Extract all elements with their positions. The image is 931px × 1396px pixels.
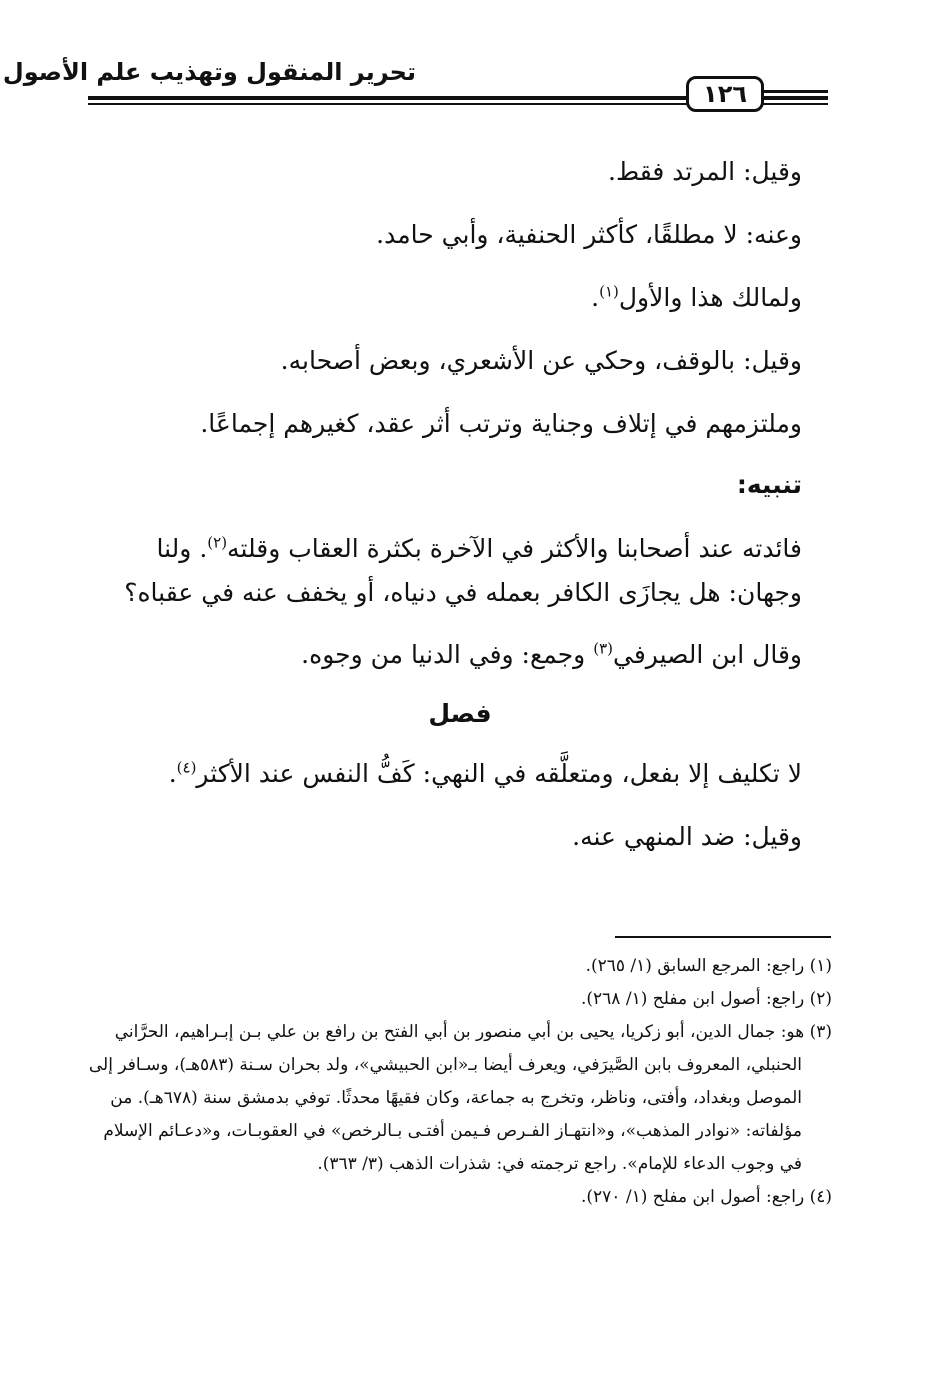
text-line-last: وقيل: ضد المنهي عنه. [572, 822, 802, 851]
heading-tanbih: تنبيه: [736, 470, 802, 499]
text-line-5: وملتزمهم في إتلاف وجناية وترتب أثر عقد، كغيرهم إجماعًا. [200, 409, 802, 438]
footnotes [88, 950, 832, 1214]
footnote-3: (٣) هو: جمال الدين، أبو زكريا، يحيى بن أبي منصور بن أبي الفتح بن رافع بن علي بـن إبـراهيم، الحرَّاني الحنبلي، المعروف بابن الصَّيرَفي، ويعرف أيضا بـ«ابن الحبيشي»، ولد بحران سـنة (٥٨٣هـ)، وسـافر إلى الموصل وبغداد، وأفتى، وناظر، وتخرج به جماعة، وكان فقيهًا محدثًا. توفي بدمشق سنة (٦٧٨هـ). من مؤلفاته: «نوادر المذهب»، و«انتهـاز الفـرص فـيمن أفتـى بـالرخص» في العقوبـات، و«دعـائم الإسلام في وجوب الدعاء للإمام». راجع ترجمته في: شذرات الذهب (٣/ ٣٦٣). [88, 1022, 832, 1174]
running-title: تحرير المنقول وتهذيب علم الأصول [2, 58, 416, 86]
footnote-2: (٢) راجع: أصول ابن مفلح (١/ ٢٦٨). [580, 989, 832, 1009]
text-line-3: ولمالك هذا والأول$^{(١)}$. [591, 282, 802, 312]
footnote-ref-2[interactable]: (٢) [207, 533, 228, 552]
text-line-3-body: ولمالك هذا والأول [618, 283, 802, 312]
text-line-sayrafi [90, 623, 830, 686]
text-line-sayrafi-a: وقال ابن الصيرفي [612, 640, 802, 669]
text-line-sayrafi-b: وجمع: وفي الدنيا من وجوه. [301, 640, 594, 669]
text-line-taklif-body: لا تكليف إلا بفعل، ومتعلَّقه في النهي: كَفُّ النفس عند الأكثر [196, 759, 802, 788]
page-number: ١٢٦ [686, 76, 764, 112]
heading-fasl: فصل [428, 699, 492, 728]
header-rule-short [764, 90, 828, 93]
paragraph-tanbih [90, 527, 830, 615]
text-line-1: وقيل: المرتد فقط. [608, 157, 802, 186]
page-header [2, 52, 828, 116]
footnote-ref-1[interactable]: (١) [599, 282, 619, 301]
footnote-1: (١) راجع: المرجع السابق (١/ ٢٦٥). [585, 956, 832, 976]
footnote-ref-3[interactable]: (٣) [593, 639, 613, 658]
paragraph-tanbih-part-a: فائدته عند أصحابنا والأكثر في الآخرة بكثرة العقاب وقلته [227, 534, 802, 563]
text-line-taklif: لا تكليف إلا بفعل، ومتعلَّقه في النهي: كَفُّ النفس عند الأكثر$^{(٤)}$. [168, 758, 802, 788]
paragraph-tanbih-part-b: . ولنا وجهان: هل يجازَى الكافر بعمله في دنياه، أو يخفف عنه في عقباه؟ [124, 534, 802, 607]
main-text [90, 140, 830, 868]
footnotes-divider [615, 936, 831, 938]
footnote-ref-4[interactable]: (٤) [176, 758, 197, 777]
footnote-4: (٤) راجع: أصول ابن مفلح (١/ ٢٧٠). [580, 1187, 832, 1207]
text-line-4: وقيل: بالوقف، وحكي عن الأشعري، وبعض أصحابه. [280, 346, 802, 375]
text-line-2: وعنه: لا مطلقًا، كأكثر الحنفية، وأبي حامد. [376, 220, 802, 249]
